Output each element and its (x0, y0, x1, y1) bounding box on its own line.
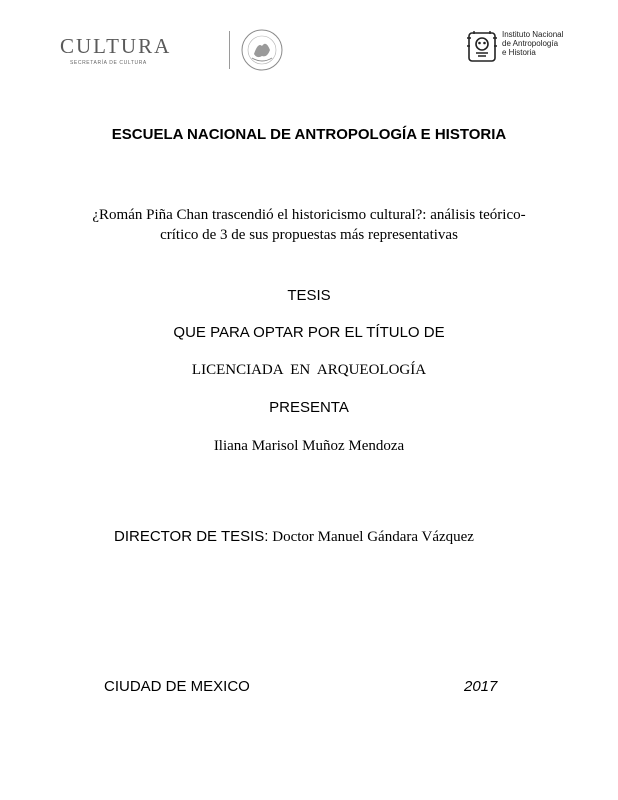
cultura-logo (60, 28, 240, 72)
mexican-seal-icon (240, 28, 284, 72)
cultura-logo-subtext: SECRETARÍA DE CULTURA (70, 60, 147, 66)
director-name: Doctor Manuel Gándara Vázquez (272, 529, 474, 545)
school-name: ESCUELA NACIONAL DE ANTROPOLOGÍA E HISTORIA (111, 126, 507, 143)
author-name: Iliana Marisol Muñoz Mendoza (213, 438, 405, 454)
presenta-label: PRESENTA (269, 399, 349, 416)
director-label: DIRECTOR DE TESIS: (114, 528, 269, 545)
cultura-logo-text: CULTURA (60, 34, 172, 58)
tesis-label: TESIS (287, 287, 331, 304)
thesis-director (114, 528, 474, 546)
inah-logo-text: Instituto Nacional de Antropología e Historia (502, 30, 564, 57)
inah-logo (466, 30, 576, 66)
logo-separator (229, 31, 230, 69)
inah-emblem-icon (466, 30, 498, 64)
degree-name: LICENCIADA EN ARQUEOLOGÍA (191, 362, 427, 378)
year: 2017 (464, 678, 498, 695)
degree-statement: QUE PARA OPTAR POR EL TÍTULO DE (173, 324, 445, 341)
thesis-title: ¿Román Piña Chan trascendió el historicismo cultural?: análisis teórico- crítico de 3 de sus propuestas más representativas (92, 207, 526, 243)
city: CIUDAD DE MEXICO (104, 678, 250, 695)
